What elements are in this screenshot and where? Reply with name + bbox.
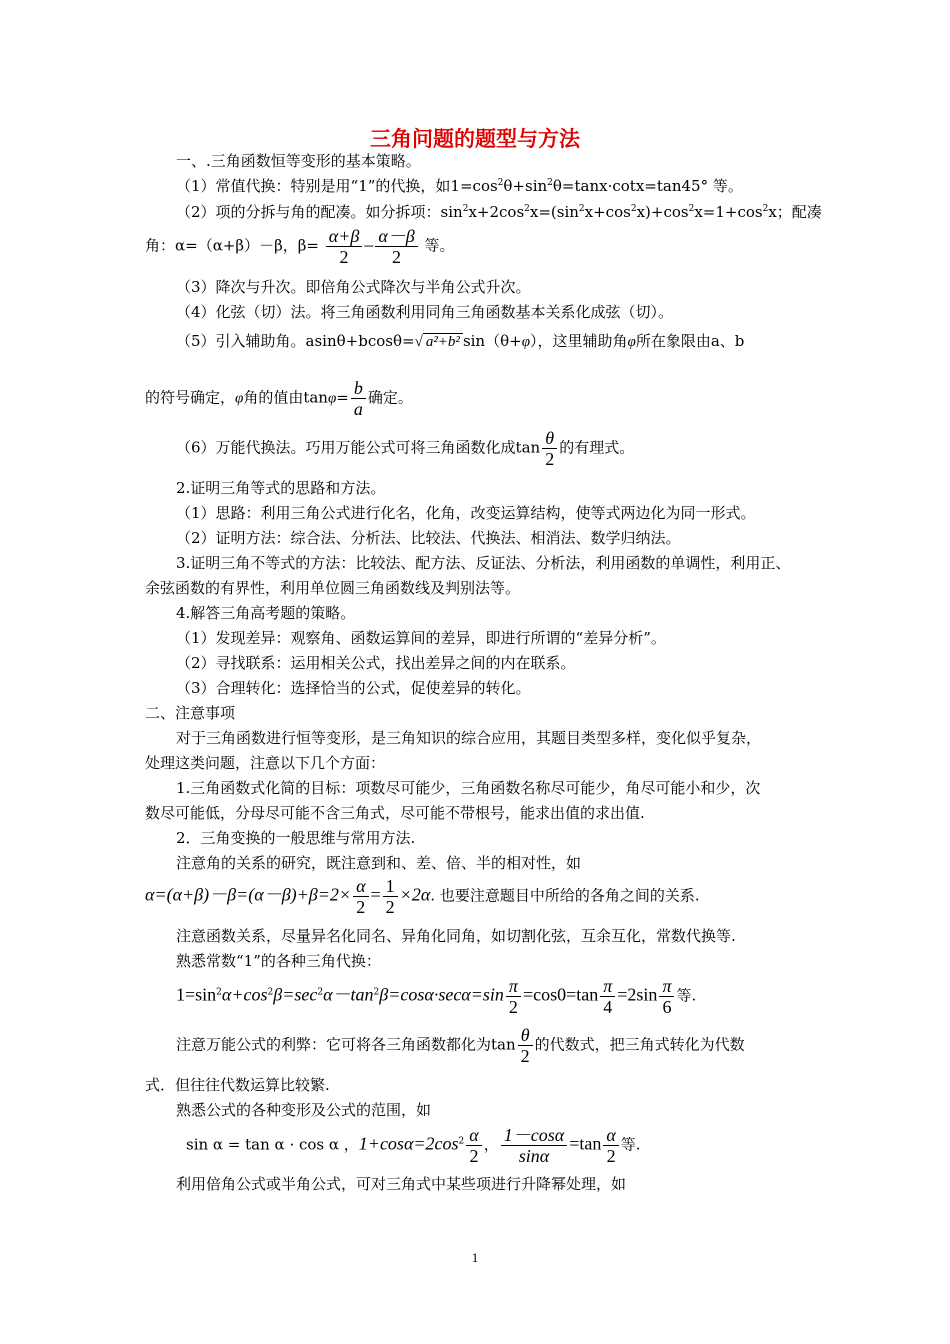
line-notes-intro: 对于三角函数进行恒等变形，是三角知识的综合应用，其题目类型多样，变化似乎复杂，	[176, 729, 762, 747]
line-power-adjust: 利用倍角公式或半角公式，可对三角式中某些项进行升降幂处理，如	[176, 1175, 627, 1193]
line-universal-substitution: （6）万能代换法。巧用万能公式可将三角函数化成tan $\frac{\theta}{2}$ 的有理式。	[176, 428, 635, 469]
page-title: 三角问题的题型与方法	[370, 127, 580, 151]
fraction-one-minus-cos-over-sin: $\frac{1-\cos\alpha}{\sin\alpha}$	[501, 1125, 567, 1166]
line-chord-tangent-method: （4）化弦（切）法。将三角函数利用同角三角函数基本关系化成弦（切）。	[176, 303, 674, 321]
line-constant-one-heading: 熟悉常数“1”的各种三角代换：	[176, 952, 381, 970]
section-1-heading: 一、.三角函数恒等变形的基本策略。	[176, 152, 421, 170]
fraction-alpha-over-2-b: $\frac{\alpha}{2}$	[466, 1125, 481, 1166]
line-angle-relations: 注意角的关系的研究，既注意到和、差、倍、半的相对性，如	[176, 854, 582, 872]
line-find-connections: （2）寻找联系：运用相关公式，找出差异之间的内在联系。	[176, 654, 576, 672]
page-number: 1	[471, 1250, 479, 1265]
fraction-theta-over-2: $\frac{\theta}{2}$	[542, 428, 557, 469]
line-universal-formula-note-cont: 式．但往往代数运算比较繁.	[145, 1076, 330, 1094]
line-simplification-goal-cont: 数尽可能低，分母尽可能不含三角式，尽可能不带根号，能求出值的求出值.	[145, 804, 645, 822]
fraction-alpha-over-2-c: $\frac{\alpha}{2}$	[603, 1125, 618, 1166]
line-angle-identity: α=(α+β)－β=(α－β)+β=2× $\frac{\alpha}{2}$ = $\frac{1}{2}$ ×2α. 也要注意题目中所给的各角之间的关系.	[145, 876, 700, 917]
fraction-alpha-minus-beta-over-2: $\frac{\alpha-\beta}{2}$	[375, 226, 417, 267]
fraction-alpha-over-2: $\frac{\alpha}{2}$	[353, 876, 368, 917]
line-constant-substitution: （1）常值代换：特别是用“1”的代换，如$1=\cos^2\theta+\sin^2\theta=\tan x\cdot\cot x=\tan 45^\circ$ 等。	[176, 177, 743, 195]
fraction-one-half: $\frac{1}{2}$	[383, 876, 398, 917]
line-find-differences: （1）发现差异：观察角、函数运算间的差异，即进行所谓的“差异分析”。	[176, 629, 666, 647]
line-split-terms: （2）项的分拆与角的配凑。如分拆项：$\sin^2x+2\cos^2x=(\sin^2x+\cos^2x)+\cos^2x=1+\cos^2x$；配凑	[176, 203, 822, 221]
line-strategy-heading: 4.解答三角高考题的策略。	[176, 604, 356, 622]
fraction-b-over-a: $\frac{b}{a}$	[351, 378, 366, 419]
line-auxiliary-angle-cont: 的符号确定，φ角的值由tanφ= $\frac{b}{a}$ 确定。	[145, 378, 413, 419]
fraction-pi-over-4: $\frac{\pi}{4}$	[600, 976, 615, 1017]
line-inequality-methods: 3.证明三角不等式的方法：比较法、配方法、反证法、分析法，利用函数的单调性，利用正、	[176, 554, 791, 572]
sqrt-expression: √ a²+b²	[415, 331, 463, 353]
fraction-pi-over-6: $\frac{\pi}{6}$	[659, 976, 674, 1017]
line-auxiliary-angle: （5）引入辅助角。asinθ+bcosθ=√ a²+b² sin（θ+φ），这里辅助角φ所在象限由a、b	[176, 330, 744, 353]
fraction-pi-over-2: $\frac{\pi}{2}$	[506, 976, 521, 1017]
section-2-heading: 二、注意事项	[145, 704, 236, 722]
line-constant-one-identity: $1=\sin^2\alpha+\cos^2\beta=\sec^2\alpha-\tan^2\beta=\cos\alpha\cdot\sec\alpha=\sin$ $\frac{\pi}{2}$ =cos0=tan $\frac{\pi}{4}$ =2sin $\frac{\pi}{6}$ 等.	[176, 976, 697, 1017]
line-angle-matching: 角：α=（α+β）－β，β= $\frac{\alpha+\beta}{2}$ – $\frac{\alpha-\beta}{2}$ 等。	[145, 226, 455, 267]
line-function-relations: 注意函数关系，尽量异名化同名、异角化同角，如切割化弦，互余互化，常数代换等.	[176, 927, 736, 945]
line-notes-intro-cont: 处理这类问题，注意以下几个方面：	[145, 754, 386, 772]
line-formula-variants: 熟悉公式的各种变形及公式的范围，如	[176, 1101, 432, 1119]
line-inequality-methods-cont: 余弦函数的有界性，利用单位圆三角函数线及判别法等。	[145, 579, 521, 597]
line-reasonable-transform: （3）合理转化：选择恰当的公式，促使差异的转化。	[176, 679, 531, 697]
line-power-reduction: （3）降次与升次。即倍角公式降次与半角公式升次。	[176, 278, 531, 296]
line-simplification-goal: 1.三角函数式化简的目标：项数尽可能少，三角函数名称尽可能少，角尽可能小和少，次	[176, 779, 761, 797]
line-proof-heading: 2.证明三角等式的思路和方法。	[176, 479, 386, 497]
line-formula-examples: sin α = tan α · cos α ，$1+\cos\alpha=2\cos^2$ $\frac{\alpha}{2}$ ， $\frac{1-\cos\alpha}{\sin\alpha}$ =tan $\frac{\alpha}{2}$ 等.	[186, 1125, 641, 1166]
line-proof-methods: （2）证明方法：综合法、分析法、比较法、代换法、相消法、数学归纳法。	[176, 529, 681, 547]
fraction-theta-over-2-b: $\frac{\theta}{2}$	[518, 1025, 533, 1066]
fraction-alpha-plus-beta-over-2: $\frac{\alpha+\beta}{2}$	[326, 226, 363, 267]
line-transform-methods: 2．三角变换的一般思维与常用方法.	[176, 829, 416, 847]
line-universal-formula-note: 注意万能公式的利弊：它可将各三角函数都化为tan $\frac{\theta}{2}$ 的代数式，把三角式转化为代数	[176, 1025, 745, 1066]
line-proof-idea: （1）思路：利用三角公式进行化名，化角，改变运算结构，使等式两边化为同一形式。	[176, 504, 756, 522]
